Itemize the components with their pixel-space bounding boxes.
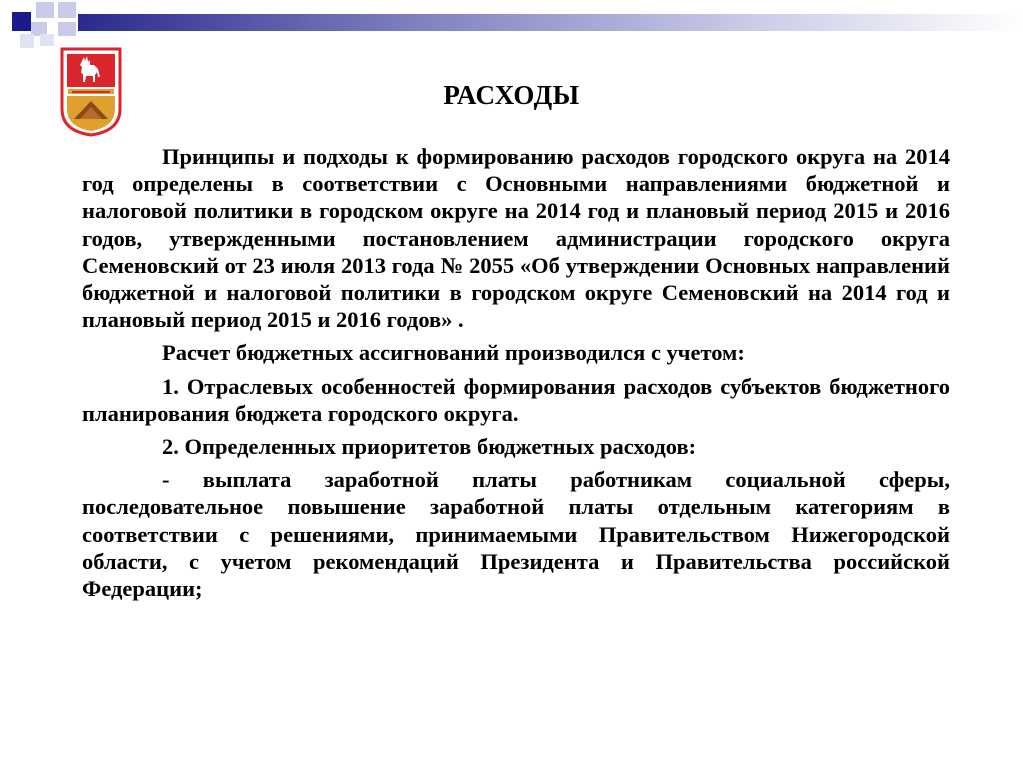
- decor-square-light: [36, 2, 54, 18]
- paragraph-calculation: Расчет бюджетных ассигнований производился с учетом:: [162, 340, 745, 366]
- paragraph-item-1: 1. Отраслевых особенностей формирования расходов субъектов бюджетного планирования бюджета городского округа.: [82, 373, 950, 426]
- paragraph-item-2: 2. Определенных приоритетов бюджетных расходов:: [162, 434, 697, 460]
- decor-square-light: [58, 22, 76, 36]
- slide-title: РАСХОДЫ: [443, 80, 580, 110]
- decor-square-light: [58, 2, 76, 18]
- paragraph-principles: Принципы и подходы к формированию расходов городского округа на 2014 год определены в соответствии с Основными направлениями бюджетной и налоговой политики в городском округе на 2014 год и плановый период 2015 и 2016 годов, утвержденными постановлением администрации городского округа Семеновский от 23 июля 2013 года № 2055 «Об утверждении Основных направлений бюджетной и налоговой политики в городском округе Семеновский на 2014 год и плановый период 2015 и 2016 годов» .: [82, 144, 950, 333]
- header-gradient-bar: [78, 14, 1023, 31]
- decor-square-dark: [12, 12, 31, 31]
- decor-square-faint: [20, 34, 34, 48]
- decor-square-faint: [40, 34, 54, 46]
- slide-body: [82, 143, 950, 608]
- paragraph-bullet-salary: - выплата заработной платы работникам социальной сферы, последовательное повышение заработной платы отдельным категориям в соответствии с решениями, принимаемыми Правительством Нижегородской области, с учетом рекомендаций Президента и Правительства российской Федерации;: [82, 467, 950, 602]
